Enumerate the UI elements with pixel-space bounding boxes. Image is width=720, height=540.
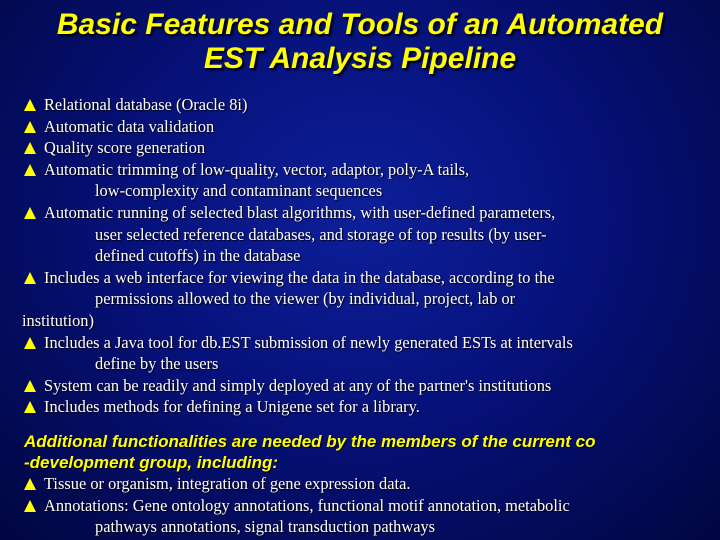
triangle-bullet-icon — [24, 207, 36, 219]
feature-text: Automatic running of selected blast algorithms, with user-defined parameters, — [44, 202, 556, 222]
triangle-bullet-icon — [24, 164, 36, 176]
slide-title-line-1: Basic Features and Tools of an Automated — [56, 8, 664, 41]
triangle-bullet-icon — [24, 272, 36, 284]
feature-text: Includes methods for defining a Unigene set for a library. — [44, 397, 420, 417]
triangle-bullet-icon — [24, 99, 36, 111]
slide-title — [0, 8, 720, 76]
triangle-bullet-icon — [24, 478, 36, 490]
feature-text-tail: institution) — [22, 310, 94, 330]
feature-text: Automatic trimming of low-quality, vector, adaptor, poly-A tails, — [44, 159, 470, 179]
feature-text-continuation: define by the users — [95, 354, 219, 374]
additional-heading-line-1: Additional functionalities are needed by the members of the current co — [24, 431, 596, 451]
feature-item — [24, 159, 714, 202]
feature-item — [24, 137, 714, 159]
additional-item — [24, 495, 714, 538]
feature-item — [24, 116, 714, 138]
feature-item — [24, 396, 714, 418]
triangle-bullet-icon — [24, 121, 36, 133]
additional-item — [24, 473, 714, 495]
feature-item — [24, 332, 714, 375]
feature-text-continuation: permissions allowed to the viewer (by individual, project, lab or — [95, 289, 516, 309]
feature-text: Quality score generation — [44, 138, 206, 158]
triangle-bullet-icon — [24, 380, 36, 392]
triangle-bullet-icon — [24, 500, 36, 512]
additional-heading — [24, 431, 714, 473]
additional-text: Tissue or organism, integration of gene expression data. — [44, 473, 411, 493]
slide-title-line-2: EST Analysis Pipeline — [203, 42, 517, 75]
feature-text-continuation: user selected reference databases, and storage of top results (by user- — [95, 224, 547, 244]
triangle-bullet-icon — [24, 337, 36, 349]
feature-text: Includes a Java tool for db.EST submission of newly generated ESTs at intervals — [44, 332, 573, 352]
feature-text: System can be readily and simply deployed at any of the partner's institutions — [44, 375, 552, 395]
additional-text: Annotations: Gene ontology annotations, functional motif annotation, metabolic — [44, 495, 570, 515]
feature-item — [24, 202, 714, 267]
triangle-bullet-icon — [24, 401, 36, 413]
additional-heading-line-2: -development group, including: — [24, 452, 279, 472]
feature-item — [24, 375, 714, 397]
feature-text: Automatic data validation — [44, 116, 215, 136]
feature-text-continuation: defined cutoffs) in the database — [95, 246, 301, 266]
feature-text-continuation: low-complexity and contaminant sequences — [95, 181, 383, 201]
feature-text: Includes a web interface for viewing the data in the database, according to the — [44, 267, 555, 287]
feature-item — [24, 94, 714, 116]
slide-body — [24, 94, 714, 538]
feature-text: Relational database (Oracle 8i) — [44, 95, 248, 114]
feature-item — [24, 267, 714, 332]
additional-text-continuation: pathways annotations, signal transduction pathways — [95, 517, 436, 537]
triangle-bullet-icon — [24, 142, 36, 154]
